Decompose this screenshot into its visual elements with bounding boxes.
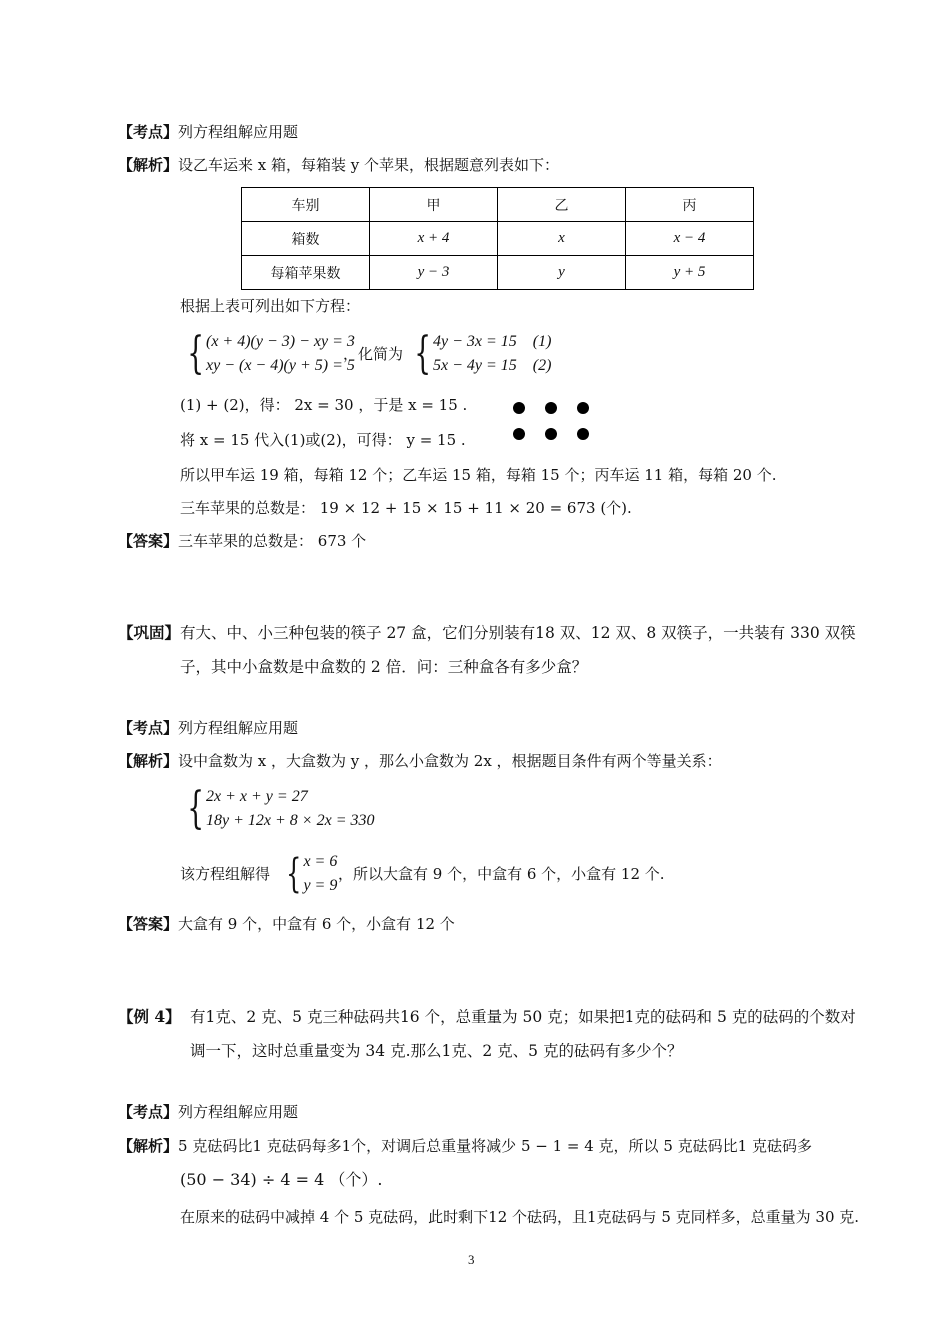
dot bbox=[545, 428, 557, 440]
daan-text: 大盒有 9 个，中盒有 6 个，小盒有 12 个 bbox=[178, 915, 455, 933]
jiexi-text: 设中盒数为 x ，大盒数为 y ，那么小盒数为 2x ，根据题目条件有两个等量关系： bbox=[178, 752, 722, 770]
brace-icon: { bbox=[187, 783, 204, 834]
table-cell: x − 4 bbox=[626, 222, 754, 256]
table-header-cell: 丙 bbox=[626, 188, 754, 222]
daan-text: 三车苹果的总数是： 673 个 bbox=[178, 532, 367, 550]
gonggu-line-1 bbox=[118, 623, 856, 643]
table-header-cell: 乙 bbox=[498, 188, 626, 222]
table-cell: 每箱苹果数 bbox=[242, 256, 370, 290]
table-cell: 箱数 bbox=[242, 222, 370, 256]
equation-system-c bbox=[176, 785, 375, 833]
equation: 2x + x + y = 27 bbox=[206, 788, 308, 805]
equation: xy − (x − 4)(y + 5) = 5 bbox=[206, 357, 355, 374]
li-tag: 【例 4】 bbox=[118, 1007, 181, 1026]
kaodian-text: 列方程组解应用题 bbox=[178, 1103, 299, 1121]
list-equations-line: 根据上表可列出如下方程： bbox=[180, 297, 361, 315]
dot bbox=[545, 402, 557, 414]
table-row bbox=[242, 222, 754, 256]
gonggu-line-2: 子，其中小盒数是中盒数的 2 倍．问：三种盒各有多少盒？ bbox=[180, 658, 588, 676]
brace-icon: { bbox=[286, 851, 302, 897]
jiexi-tag: 【解析】 bbox=[118, 156, 179, 174]
table-cell: y bbox=[498, 256, 626, 290]
page-number: 3 bbox=[468, 1252, 475, 1267]
daan-line-2 bbox=[118, 914, 455, 934]
solution-suffix: ，所以大盒有 9 个，中盒有 6 个，小盒有 12 个. bbox=[338, 865, 665, 883]
daan-tag: 【答案】 bbox=[118, 532, 179, 550]
kaodian-text: 列方程组解应用题 bbox=[178, 123, 299, 141]
gonggu-tag: 【巩固】 bbox=[118, 623, 181, 642]
equation: x = 6 bbox=[303, 853, 338, 870]
li-line-2: 调一下，这时总重量变为 34 克.那么1克、2 克、5 克的砝码有多少个？ bbox=[190, 1042, 683, 1060]
jiexi-line-3 bbox=[118, 1136, 812, 1156]
equation: 5x − 4y = 15 (2) bbox=[433, 357, 552, 374]
kaodian-tag: 【考点】 bbox=[118, 123, 179, 141]
equation-system-b bbox=[403, 330, 551, 378]
kaodian-tag: 【考点】 bbox=[118, 1103, 179, 1121]
dot bbox=[577, 428, 589, 440]
table-header-cell: 车别 bbox=[242, 188, 370, 222]
apple-table bbox=[241, 187, 754, 290]
total-line: 三车苹果的总数是： 19 × 12 + 15 × 15 + 11 × 20 = 673 (个). bbox=[180, 499, 632, 517]
add-equations-line: (1) + (2)，得： 2x = 30 ，于是 x = 15 . bbox=[180, 396, 468, 414]
equation: 18y + 12x + 8 × 2x = 330 bbox=[206, 812, 375, 829]
table-cell: y − 3 bbox=[370, 256, 498, 290]
daan-tag: 【答案】 bbox=[118, 915, 179, 933]
solution-prefix: 该方程组解得 bbox=[180, 865, 271, 883]
table-header-cell: 甲 bbox=[370, 188, 498, 222]
kaodian-line-2 bbox=[118, 718, 298, 738]
kaodian-text: 列方程组解应用题 bbox=[178, 719, 299, 737]
kaodian-line-1 bbox=[118, 122, 298, 142]
daan-line-1 bbox=[118, 531, 366, 551]
table-cell: x bbox=[498, 222, 626, 256]
brace-icon: { bbox=[187, 328, 204, 379]
substitute-line: 将 x = 15 代入(1)或(2)，可得： y = 15 . bbox=[180, 431, 466, 449]
kaodian-tag: 【考点】 bbox=[118, 719, 179, 737]
simplify-label: ，化简为 bbox=[343, 345, 404, 363]
result-line: 所以甲车运 19 箱，每箱 12 个；乙车运 15 箱，每箱 15 个；丙车运 11 箱，每箱 20 个. bbox=[180, 466, 777, 484]
table-cell: y + 5 bbox=[626, 256, 754, 290]
dot bbox=[577, 402, 589, 414]
equation-system-a bbox=[176, 330, 355, 378]
table-cell: x + 4 bbox=[370, 222, 498, 256]
brace-icon: { bbox=[414, 328, 431, 379]
jiexi-line-3c: 在原来的砝码中减掉 4 个 5 克砝码，此时剩下12 个砝码，且1克砝码与 5 克同样多，总重量为 30 克. bbox=[180, 1208, 860, 1226]
jiexi-tag: 【解析】 bbox=[118, 1137, 179, 1155]
jiexi-text: 5 克砝码比1 克砝码每多1个，对调后总重量将减少 5 − 1 = 4 克，所以 5 克砝码比1 克砝码多 bbox=[178, 1137, 812, 1155]
jiexi-line-2 bbox=[118, 751, 722, 771]
equation: y = 9 bbox=[303, 877, 338, 894]
gonggu-text: 有大、中、小三种包装的筷子 27 盒，它们分别装有18 双、12 双、8 双筷子，一共装有 330 双筷 bbox=[180, 624, 856, 642]
jiexi-text: 设乙车运来 x 箱，每箱装 y 个苹果，根据题意列表如下： bbox=[178, 156, 560, 174]
jiexi-line-1 bbox=[118, 155, 559, 175]
li-text: 有1克、2 克、5 克三种砝码共16 个，总重量为 50 克；如果把1克的砝码和 5 克的砝码的个数对 bbox=[190, 1008, 856, 1026]
dots-decoration bbox=[513, 402, 593, 442]
equation: (x + 4)(y − 3) − xy = 3 bbox=[206, 333, 355, 350]
kaodian-line-3 bbox=[118, 1102, 298, 1122]
table-row bbox=[242, 188, 754, 222]
jiexi-line-3b: (50 − 34) ÷ 4 = 4 （个）. bbox=[180, 1170, 383, 1189]
jiexi-tag: 【解析】 bbox=[118, 752, 179, 770]
dot bbox=[513, 402, 525, 414]
table-row bbox=[242, 256, 754, 290]
li-line-1 bbox=[118, 1007, 856, 1027]
dot bbox=[513, 428, 525, 440]
solution-system bbox=[276, 850, 337, 898]
equation: 4y − 3x = 15 (1) bbox=[433, 333, 552, 350]
